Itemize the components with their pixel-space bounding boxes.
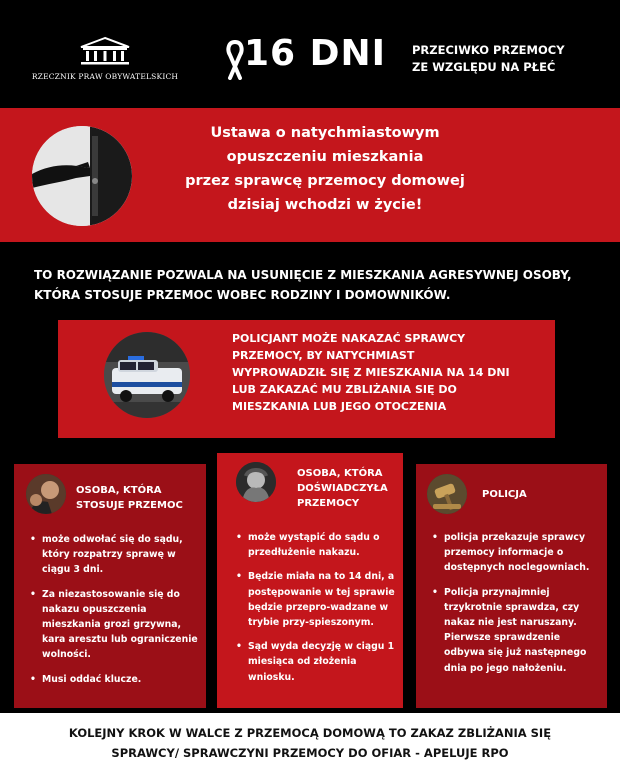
list-item: • policja przekazuje sprawcy przemocy informacje o dostępnych noclegowniach. xyxy=(430,530,600,576)
victim-list xyxy=(234,530,396,694)
door-hand-image xyxy=(32,126,132,226)
list-item: • Za niezastosowanie się do nakazu opuszczenia mieszkania grozi grzywna, kara aresztu lub ograniczenie wolności. xyxy=(28,587,200,663)
perpetrator-column-title: OSOBA, KTÓRA STOSUJE PRZEMOC xyxy=(76,485,183,511)
victim-image xyxy=(236,462,276,502)
awareness-ribbon-icon xyxy=(224,40,246,80)
victim-column-title: OSOBA, KTÓRA DOŚWIADCZYŁA PRZEMOCY xyxy=(297,468,388,509)
police-order-text: POLICJANT MOŻE NAKAZAĆ SPRAWCY PRZEMOCY, BY NATYCHMIAST WYPROWADZIŁ SIĘ Z MIESZKANIA NA 14 DNI LUB ZAKAZAĆ MU ZBLIŻANIA SIĘ DO MIESZKANIA LUB JEGO OTOCZENIA xyxy=(232,332,510,413)
list-item: • Będzie miała na to 14 dni, a postępowanie w tej sprawie będzie przepro-wadzane w trybie przy-spieszonym. xyxy=(234,569,396,630)
perpetrator-list xyxy=(28,532,200,696)
list-item: • może odwołać się do sądu, który rozpatrzy sprawę w ciągu 3 dni. xyxy=(28,532,200,578)
campaign-title: 16 DNI xyxy=(244,33,387,74)
list-item: • może wystąpić do sądu o przedłużenie nakazu. xyxy=(234,530,396,560)
police-car-image xyxy=(104,332,190,418)
building-icon xyxy=(77,36,133,66)
angry-man-image xyxy=(26,474,66,514)
list-item: • Policja przynajmniej trzykrotnie sprawdza, czy nakaz nie jest naruszany. Pierwsze sprawdzenie odbywa się już następnego dnia po jego nałożeniu. xyxy=(430,585,600,676)
intro-text: TO ROZWIĄZANIE POZWALA NA USUNIĘCIE Z MIESZKANIA AGRESYWNEJ OSOBY, KTÓRA STOSUJE PRZEMOC WOBEC RODZINY I DOMOWNIKÓW. xyxy=(34,268,572,302)
police-list xyxy=(430,530,600,685)
gavel-image xyxy=(427,474,467,514)
list-item: • Sąd wyda decyzję w ciągu 1 miesiąca od złożenia wniosku. xyxy=(234,639,396,685)
campaign-subtitle: PRZECIWKO PRZEMOCY ZE WZGLĘDU NA PŁEĆ xyxy=(412,43,565,74)
logo-text: RZECZNIK PRAW OBYWATELSKICH xyxy=(31,72,179,81)
rpo-logo xyxy=(30,36,180,81)
headline-text: Ustawa o natychmiastowym opuszczeniu mieszkania przez sprawcę przemocy domowej dzisiaj wchodzi w życie! xyxy=(185,125,465,213)
police-column-title: POLICJA xyxy=(482,489,527,500)
footer-appeal: KOLEJNY KROK W WALCE Z PRZEMOCĄ DOMOWĄ TO ZAKAZ ZBLIŻANIA SIĘ SPRAWCY/ SPRAWCZYNI PRZEMOCY DO OFIAR - APELUJE RPO xyxy=(0,713,620,775)
list-item: • Musi oddać klucze. xyxy=(28,672,200,687)
